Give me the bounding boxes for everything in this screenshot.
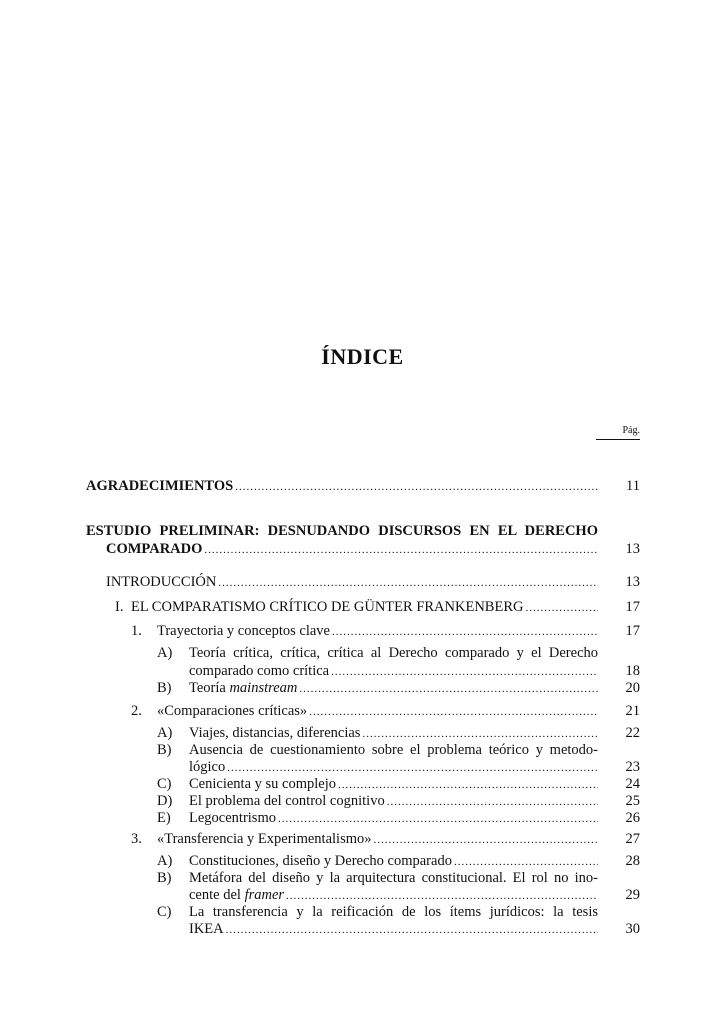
toc-entry-agradecimientos[interactable]	[0, 477, 725, 495]
toc-entry-estudio-preliminar-cont[interactable]	[0, 540, 725, 558]
toc-page-number: 30	[625, 921, 640, 937]
toc-page-number: 17	[625, 599, 640, 615]
toc-entry-section-2[interactable]	[0, 702, 725, 720]
toc-entry-label: cente del framer	[189, 887, 285, 903]
toc-entry-label: EL COMPARATISMO CRÍTICO DE GÜNTER FRANKENBERG	[131, 599, 524, 615]
toc-entry-number: I.	[115, 599, 124, 615]
toc-entry-label: Trayectoria y conceptos clave	[157, 623, 330, 639]
toc-entry-number: E)	[157, 810, 171, 826]
toc-entry-section-3b[interactable]	[0, 869, 725, 887]
toc-entry-label: Teoría mainstream	[189, 680, 298, 696]
dot-leader	[309, 703, 598, 721]
toc-entry-section-2c[interactable]	[0, 775, 725, 793]
toc-entry-label: Metáfora del diseño y la arquitectura constitucional. El rol no ino-	[189, 870, 598, 886]
dot-leader	[299, 680, 598, 698]
toc-page-number: 27	[625, 831, 640, 847]
page-title: ÍNDICE	[321, 344, 404, 369]
dot-leader	[204, 541, 598, 559]
toc-entry-section-2a[interactable]	[0, 724, 725, 742]
toc-entry-number: C)	[157, 904, 172, 920]
toc-page-number: 29	[625, 887, 640, 903]
dot-leader	[278, 810, 598, 828]
toc-entry-section-1[interactable]	[0, 622, 725, 640]
toc-entry-section-3[interactable]	[0, 830, 725, 848]
toc-entry-label: IKEA	[189, 921, 224, 937]
toc-entry-number: B)	[157, 680, 172, 696]
toc-entry-section-3b-cont[interactable]	[0, 886, 725, 904]
toc-page-number: 23	[625, 759, 640, 775]
toc-page-number: 18	[625, 663, 640, 679]
toc-entry-label: INTRODUCCIÓN	[106, 574, 217, 590]
dot-leader	[332, 623, 598, 641]
toc-entry-label: El problema del control cognitivo	[189, 793, 385, 809]
toc-entry-label: Legocentrismo	[189, 810, 276, 826]
toc-page-number: 26	[625, 810, 640, 826]
toc-entry-number: D)	[157, 793, 173, 809]
toc-entry-label: Viajes, distancias, diferencias	[189, 725, 361, 741]
toc-page-number: 24	[625, 776, 640, 792]
toc-entry-estudio-preliminar[interactable]	[0, 522, 725, 540]
dot-leader	[374, 831, 599, 849]
toc-entry-label: ESTUDIO PRELIMINAR: DESNUDANDO DISCURSOS EN EL DERECHO	[86, 523, 598, 539]
toc-entry-number: 3.	[131, 831, 142, 847]
toc-entry-label: La transferencia y la reificación de los ítems jurídicos: la tesis	[189, 904, 598, 920]
toc-entry-number: A)	[157, 853, 173, 869]
toc-entry-label: lógico	[189, 759, 226, 775]
toc-entry-section-2b[interactable]	[0, 741, 725, 759]
toc-entry-label: «Transferencia y Experimentalismo»	[157, 831, 372, 847]
toc-entry-label: comparado como crítica	[189, 663, 330, 679]
toc-entry-number: 2.	[131, 703, 142, 719]
toc-entry-number: 1.	[131, 623, 142, 639]
toc-entry-label: AGRADECIMIENTOS	[86, 478, 234, 494]
toc-entry-section-2d[interactable]	[0, 792, 725, 810]
toc-entry-section-i[interactable]	[0, 598, 725, 616]
toc-page-number: 17	[625, 623, 640, 639]
dot-leader	[218, 574, 598, 592]
toc-entry-section-3c[interactable]	[0, 903, 725, 921]
toc-page-number: 13	[625, 541, 640, 557]
toc-entry-number: B)	[157, 742, 172, 758]
toc-entry-label: Teoría crítica, crítica, crítica al Derecho comparado y el Derecho	[189, 645, 598, 661]
toc-page-number: 13	[625, 574, 640, 590]
toc-entry-section-1a[interactable]	[0, 644, 725, 662]
toc-entry-label: Ausencia de cuestionamiento sobre el problema teórico y metodo-	[189, 742, 598, 758]
toc-entry-section-1b[interactable]	[0, 679, 725, 697]
toc-page-number: 20	[625, 680, 640, 696]
dot-leader	[235, 478, 598, 496]
toc-entry-number: A)	[157, 725, 173, 741]
toc-entry-section-1a-cont[interactable]	[0, 662, 725, 680]
toc-entry-number: A)	[157, 645, 173, 661]
toc-entry-number: B)	[157, 870, 172, 886]
toc-entry-label: Cenicienta y su complejo	[189, 776, 336, 792]
toc-entry-label: «Comparaciones críticas»	[157, 703, 308, 719]
dot-leader	[226, 921, 598, 939]
toc-page-number: 28	[625, 853, 640, 869]
toc-entry-section-3a[interactable]	[0, 852, 725, 870]
toc-page-number: 25	[625, 793, 640, 809]
toc-entry-label: COMPARADO	[106, 541, 203, 557]
toc-entry-section-3c-cont[interactable]	[0, 920, 725, 938]
toc-entry-label: Constituciones, diseño y Derecho comparado	[189, 853, 452, 869]
toc-page-number: 22	[625, 725, 640, 741]
toc-entry-number: C)	[157, 776, 172, 792]
toc-page-number: 11	[626, 478, 640, 494]
page-column-header: Pág.	[596, 425, 640, 440]
toc-entry-introduccion[interactable]	[0, 573, 725, 591]
toc-entry-section-2b-cont[interactable]	[0, 758, 725, 776]
toc-page-number: 21	[625, 703, 640, 719]
toc-entry-section-2e[interactable]	[0, 809, 725, 827]
dot-leader	[525, 599, 598, 617]
